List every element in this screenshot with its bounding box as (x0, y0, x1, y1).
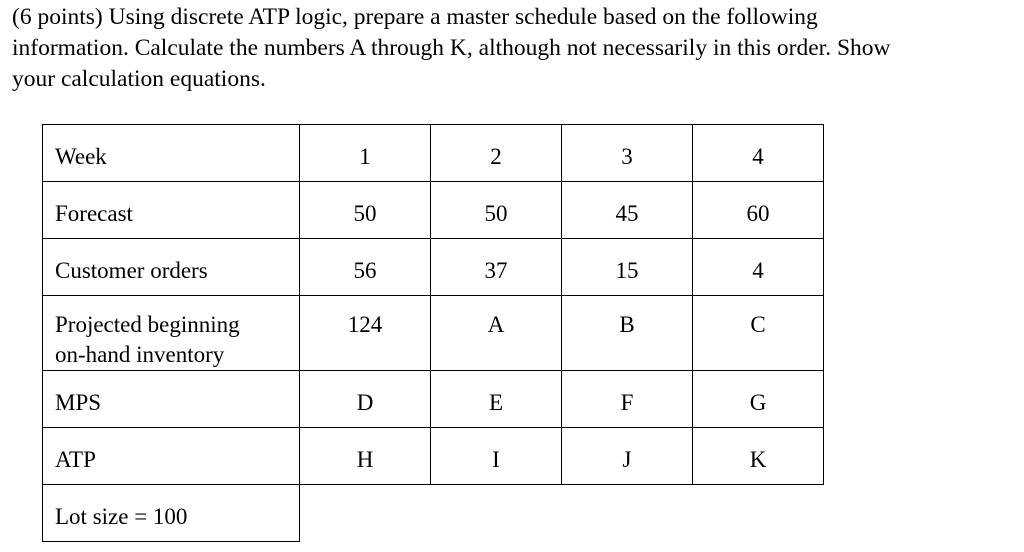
mps-1: D (300, 371, 431, 428)
mps-3: F (562, 371, 693, 428)
week-1: 1 (300, 125, 431, 182)
orders-2: 37 (431, 239, 562, 296)
mps-2: E (431, 371, 562, 428)
inventory-1: 124 (300, 296, 431, 371)
question-prompt (12, 2, 1020, 95)
forecast-3: 45 (562, 182, 693, 239)
inventory-2: A (431, 296, 562, 371)
label-projected-line-1: Projected beginning (55, 312, 240, 337)
row-lot-size (43, 485, 824, 542)
orders-3: 15 (562, 239, 693, 296)
row-projected-inventory (43, 296, 824, 371)
atp-4: K (693, 428, 824, 485)
week-2: 2 (431, 125, 562, 182)
atp-2: I (431, 428, 562, 485)
row-week (43, 125, 824, 182)
empty-cell (431, 485, 562, 542)
label-projected-line-2: on-hand inventory (55, 342, 225, 367)
atp-3: J (562, 428, 693, 485)
label-projected-inventory (43, 296, 300, 371)
empty-cell (562, 485, 693, 542)
label-week: Week (43, 125, 300, 182)
week-4: 4 (693, 125, 824, 182)
forecast-4: 60 (693, 182, 824, 239)
row-mps (43, 371, 824, 428)
week-3: 3 (562, 125, 693, 182)
prompt-line-3: your calculation equations. (12, 66, 266, 92)
label-atp: ATP (43, 428, 300, 485)
row-forecast (43, 182, 824, 239)
inventory-3: B (562, 296, 693, 371)
forecast-2: 50 (431, 182, 562, 239)
empty-cell (300, 485, 431, 542)
atp-1: H (300, 428, 431, 485)
label-forecast: Forecast (43, 182, 300, 239)
lot-size: Lot size = 100 (43, 485, 300, 542)
mps-4: G (693, 371, 824, 428)
orders-1: 56 (300, 239, 431, 296)
label-mps: MPS (43, 371, 300, 428)
forecast-1: 50 (300, 182, 431, 239)
row-customer-orders (43, 239, 824, 296)
prompt-line-1: (6 points) Using discrete ATP logic, prepare a master schedule based on the following (12, 4, 818, 30)
label-customer-orders: Customer orders (43, 239, 300, 296)
empty-cell (693, 485, 824, 542)
orders-4: 4 (693, 239, 824, 296)
prompt-line-2: information. Calculate the numbers A through K, although not necessarily in this order. Show (12, 35, 891, 61)
inventory-4: C (693, 296, 824, 371)
row-atp (43, 428, 824, 485)
master-schedule-table (42, 124, 824, 542)
